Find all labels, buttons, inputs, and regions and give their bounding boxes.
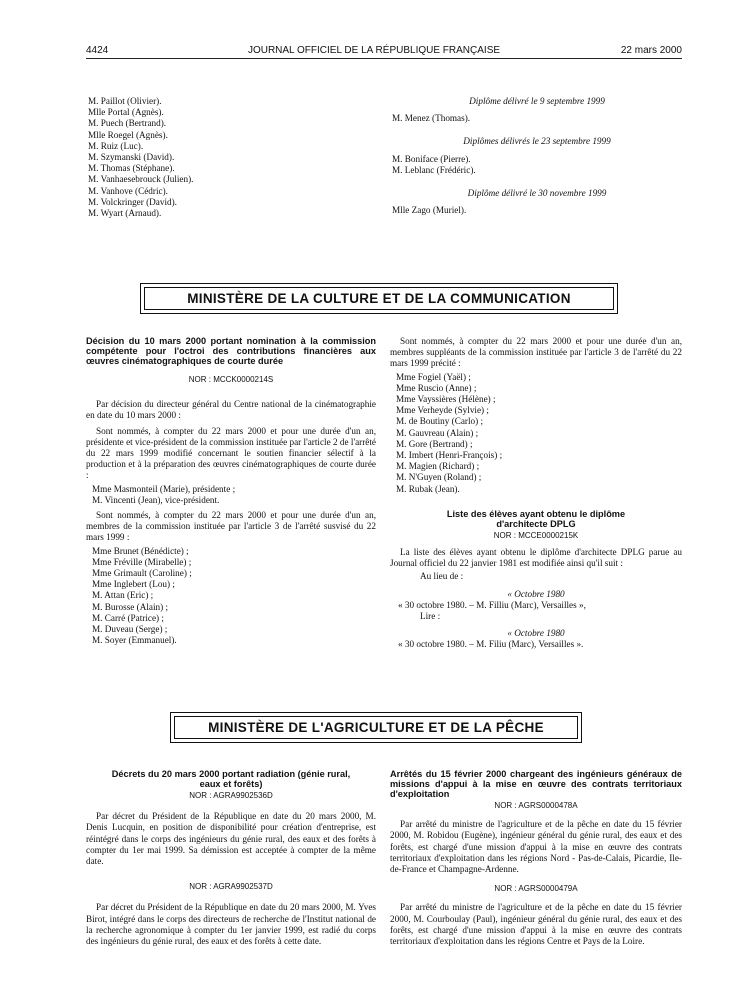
nor-reference: NOR : MCCK0000214S	[188, 375, 274, 384]
list-item: M. Burosse (Alain) ;	[92, 601, 169, 612]
list-item: M. Leblanc (Frédéric).	[392, 164, 476, 175]
list-item: M. N'Guyen (Roland) ;	[396, 472, 482, 483]
nor-reference: NOR : AGRA9902537D	[189, 882, 273, 892]
list-item: M. Gore (Bertrand) ;	[396, 438, 473, 449]
entry-line: « 30 octobre 1980. – M. Filiu (Marc), Versailles ».	[398, 639, 584, 650]
au-lieu-de: Au lieu de :	[420, 571, 464, 582]
paragraph: Sont nommés, à compter du 22 mars 2000 et pour une durée d'un an, membres suppléants de la commission instituée par l'article 3 de l'arrêté du 22 mars 1999 précité :	[390, 336, 682, 369]
list-item: M. Ruiz (Luc).	[88, 140, 144, 151]
list-item: M. Boniface (Pierre).	[392, 153, 471, 164]
paragraph: Par décret du Président de la République en date du 20 mars 2000, M. Denis Lucquin, en position de disponibilité pour création d'entreprise, est réintégré dans le corps des ingénieurs du génie rural, des eaux et des forêts à compter du 1er mai 1999. Sa démission est acceptée à compter de la même date.	[86, 811, 376, 867]
arrete-title: Arrêtés du 15 février 2000 chargeant des ingénieurs généraux de missions d'appui à la mise en œuvre des contrats territoriaux d'exploitation	[390, 769, 682, 799]
header-rule	[86, 58, 682, 59]
top-left-list	[88, 96, 378, 219]
paragraph: Par arrêté du ministre de l'agriculture et de la pêche en date du 15 février 2000, M. Courboulay (Paul), ingénieur général du génie rural, des eaux et des forêts, est chargé d'une mission d'appui à la mise en œuvre des contrats territoriaux d'exploitation dans les régions Centre et Pays de la Loire.	[390, 902, 682, 947]
entry-line: « 30 octobre 1980. – M. Filliu (Marc), Versailles »,	[398, 599, 586, 610]
agri-left-column	[86, 769, 376, 947]
ministry-title: MINISTÈRE DE L'AGRICULTURE ET DE LA PÊCHE	[174, 716, 578, 739]
list-item: M. Wyart (Arnaud).	[88, 208, 162, 219]
diploma-date: Diplôme délivré le 9 septembre 1999	[469, 96, 605, 106]
decision-title: Décision du 10 mars 2000 portant nomination à la commission compétente pour l'octroi des contributions financières aux œuvres cinématographiques de courte durée	[86, 336, 376, 366]
list-item: M. Puech (Bertrand).	[88, 118, 167, 129]
list-item: M. de Boutiny (Carlo) ;	[396, 416, 484, 427]
ministry-title: MINISTÈRE DE LA CULTURE ET DE LA COMMUNICATION	[144, 287, 614, 310]
culture-right-column	[390, 336, 682, 651]
list-item: Mme Ruscio (Anne) ;	[396, 382, 477, 393]
list-item: M. Carré (Patrice) ;	[92, 612, 164, 623]
list-item: M. Volckringer (David).	[88, 196, 177, 207]
list-item: Mlle Portal (Agnès).	[88, 107, 164, 118]
list-item: Mlle Zago (Muriel).	[392, 205, 467, 216]
paragraph: Sont nommés, à compter du 22 mars 2000 et pour une durée d'un an, membres de la commission instituée par l'article 3 de l'arrêté susvisé du 22 mars 1999 :	[86, 510, 376, 543]
agri-right-column	[390, 769, 682, 947]
list-item: Mme Grimault (Caroline) ;	[92, 568, 192, 579]
nor-reference: NOR : MCCE0000215K	[493, 530, 579, 540]
nor-reference: NOR : AGRA9902536D	[189, 791, 273, 800]
lire: Lire :	[420, 611, 441, 622]
list-item: M. Gauvreau (Alain) ;	[396, 427, 479, 438]
list-title: Liste des élèves ayant obtenu le diplôme d'architecte DPLG	[446, 508, 626, 529]
paragraph: La liste des élèves ayant obtenu le diplôme d'architecte DPLG parue au Journal officiel du 22 janvier 1981 est modifiée ainsi qu'il suit :	[390, 547, 682, 569]
diploma-date: Diplôme délivré le 30 novembre 1999	[467, 188, 607, 199]
list-item: M. Vincenti (Jean), vice-président.	[92, 494, 220, 505]
nor-reference: NOR : AGRS0000478A	[494, 801, 578, 810]
section-label: « Octobre 1980	[507, 588, 565, 599]
section-label: « Octobre 1980	[507, 628, 565, 639]
list-item: Mme Brunet (Bénédicte) ;	[92, 545, 189, 556]
list-item: M. Rubak (Jean).	[396, 483, 460, 494]
list-item: M. Szymanski (David).	[88, 152, 175, 163]
top-right-diplomas	[392, 96, 682, 216]
list-item: Mme Vayssières (Hélène) ;	[396, 394, 496, 405]
list-item: Mme Fogiel (Yaël) ;	[396, 371, 471, 382]
list-item: M. Attan (Eric) ;	[92, 590, 154, 601]
ministry-heading-agriculture	[170, 712, 582, 743]
ministry-heading-culture	[140, 283, 618, 314]
paragraph: Par décret du Président de la République en date du 20 mars 2000, M. Yves Birot, intégré dans le corps des directeurs de recherche de l'Institut national de la recherche agronomique à compter du 1er janvier 1999, est radié du corps des ingénieurs du génie rural, des eaux et des forêts à cette date.	[86, 902, 376, 947]
list-item: M. Duveau (Serge) ;	[92, 624, 168, 635]
culture-left-column	[86, 336, 376, 646]
list-item: Mme Inglebert (Lou) ;	[92, 579, 175, 590]
list-item: Mme Masmonteil (Marie), présidente ;	[92, 483, 236, 494]
journal-title: JOURNAL OFFICIEL DE LA RÉPUBLIQUE FRANÇAISE	[247, 45, 501, 56]
page-number: 4424	[86, 45, 109, 56]
list-item: Mme Verheyde (Sylvie) ;	[396, 405, 489, 416]
paragraph: Par arrêté du ministre de l'agriculture et de la pêche en date du 15 février 2000, M. Robidou (Eugène), ingénieur général du génie rural, des eaux et des forêts, est chargé d'une mission d'appui à la mise en œuvre des contrats territoriaux d'exploitation dans les régions Nord - Pas-de-Calais, Picardie, Ile-de-France et Champagne-Ardenne.	[390, 819, 682, 875]
paragraph: Sont nommés, à compter du 22 mars 2000 et pour une durée d'un an, présidente et vice-président de la commission instituée par l'article 2 de l'arrêté du 22 mars 1999 modifié concernant le soutien financier sélectif à la production et à la préparation des œuvres cinématographiques de courte durée :	[86, 425, 376, 481]
list-item: M. Thomas (Stéphane).	[88, 163, 175, 174]
nor-reference: NOR : AGRS0000479A	[494, 884, 578, 894]
list-item: M. Soyer (Emmanuel).	[92, 635, 177, 646]
list-item: M. Vanhove (Cédric).	[88, 185, 168, 196]
paragraph: Par décision du directeur général du Centre national de la cinématographie en date du 10 mars 2000 :	[86, 399, 376, 421]
list-item: M. Vanhaesebrouck (Julien).	[88, 174, 194, 185]
decree-title: Décrets du 20 mars 2000 portant radiation (génie rural, eaux et forêts)	[111, 769, 351, 789]
list-item: M. Paillot (Olivier).	[88, 96, 162, 106]
list-item: Mme Fréville (Mirabelle) ;	[92, 556, 192, 567]
diploma-date: Diplômes délivrés le 23 septembre 1999	[463, 136, 611, 147]
list-item: Mlle Roegel (Agnès).	[88, 129, 168, 140]
list-item: M. Menez (Thomas).	[392, 113, 471, 124]
issue-date: 22 mars 2000	[620, 45, 682, 56]
list-item: M. Imbert (Henri-François) ;	[396, 450, 503, 461]
list-item: M. Magien (Richard) ;	[396, 461, 480, 472]
